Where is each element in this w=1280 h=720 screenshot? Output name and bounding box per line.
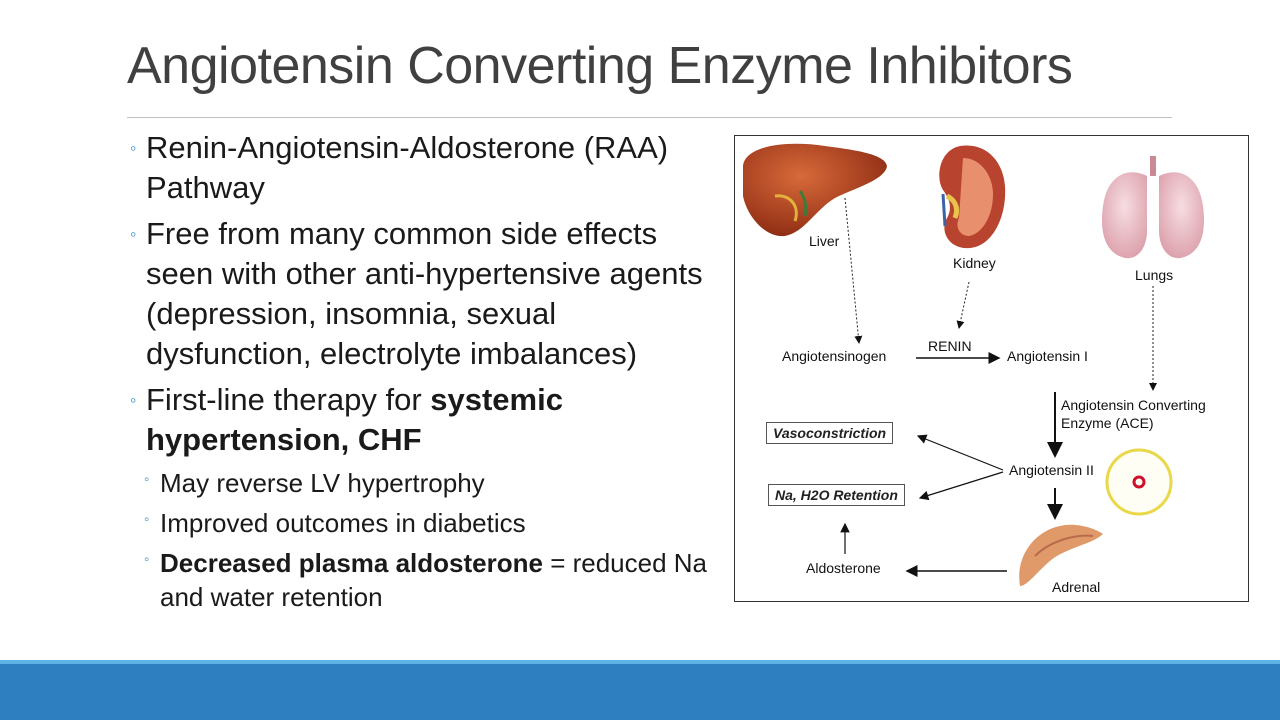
subbullet-lvh-text: May reverse LV hypertrophy	[160, 468, 485, 498]
bullet-marker-icon: ◦	[130, 224, 137, 244]
renin-label: RENIN	[928, 338, 972, 354]
angiotensin-ii-label: Angiotensin II	[1009, 462, 1094, 478]
kidney-label: Kidney	[953, 255, 996, 271]
angiotensin-i-label: Angiotensin I	[1007, 348, 1088, 364]
bullet-raa-text: Renin-Angiotensin-Aldosterone (RAA) Pathway	[146, 130, 669, 205]
subbullet-aldosterone-bold: Decreased plasma aldosterone	[160, 548, 543, 578]
liver-icon	[743, 144, 887, 236]
ace-label-line1: Angiotensin Converting	[1061, 397, 1206, 413]
bullet-list	[130, 128, 720, 620]
angiotensinogen-label: Angiotensinogen	[782, 348, 887, 364]
raa-pathway-diagram	[734, 135, 1249, 602]
lungs-icon	[1102, 156, 1204, 258]
subbullet-aldosterone	[130, 546, 720, 614]
subbullet-marker-icon: ◦	[144, 511, 150, 528]
lungs-label: Lungs	[1135, 267, 1174, 283]
vasoconstriction-box: Vasoconstriction	[766, 422, 893, 444]
adrenal-icon	[1019, 525, 1103, 586]
liver-label: Liver	[809, 233, 840, 249]
bullet-first-line-prefix: First-line therapy for	[146, 382, 431, 417]
subbullet-marker-icon: ◦	[144, 471, 150, 488]
aldosterone-label: Aldosterone	[806, 560, 881, 576]
slide-title: Angiotensin Converting Enzyme Inhibitors	[127, 37, 1073, 95]
bullet-raa	[130, 128, 720, 208]
diagram-graphics	[735, 136, 1248, 601]
retention-box: Na, H2O Retention	[768, 484, 905, 506]
bullet-marker-icon: ◦	[130, 390, 137, 410]
title-divider	[127, 117, 1172, 118]
footer-bar	[0, 664, 1280, 720]
subbullet-marker-icon: ◦	[144, 551, 150, 568]
kidney-icon	[939, 145, 1005, 248]
bullet-first-line	[130, 380, 720, 460]
ace-label-line2: Enzyme (ACE)	[1061, 415, 1154, 431]
bullet-first-line-bold: systemic hypertension, CHF	[146, 382, 563, 457]
adrenal-label: Adrenal	[1052, 579, 1101, 595]
subbullet-lvh	[130, 466, 720, 500]
bullet-side-effects-text: Free from many common side effects seen with other anti-hypertensive agents (depression, insomnia, sexual dysfunction, electrolyte imbalances)	[146, 216, 703, 371]
subbullet-diabetics	[130, 506, 720, 540]
subbullet-diabetics-text: Improved outcomes in diabetics	[160, 508, 526, 538]
subbullet-aldosterone-rest: = reduced Na and water retention	[160, 548, 708, 612]
pointer-highlight-icon	[1107, 450, 1171, 514]
bullet-side-effects	[130, 214, 720, 374]
bullet-marker-icon: ◦	[130, 138, 137, 158]
